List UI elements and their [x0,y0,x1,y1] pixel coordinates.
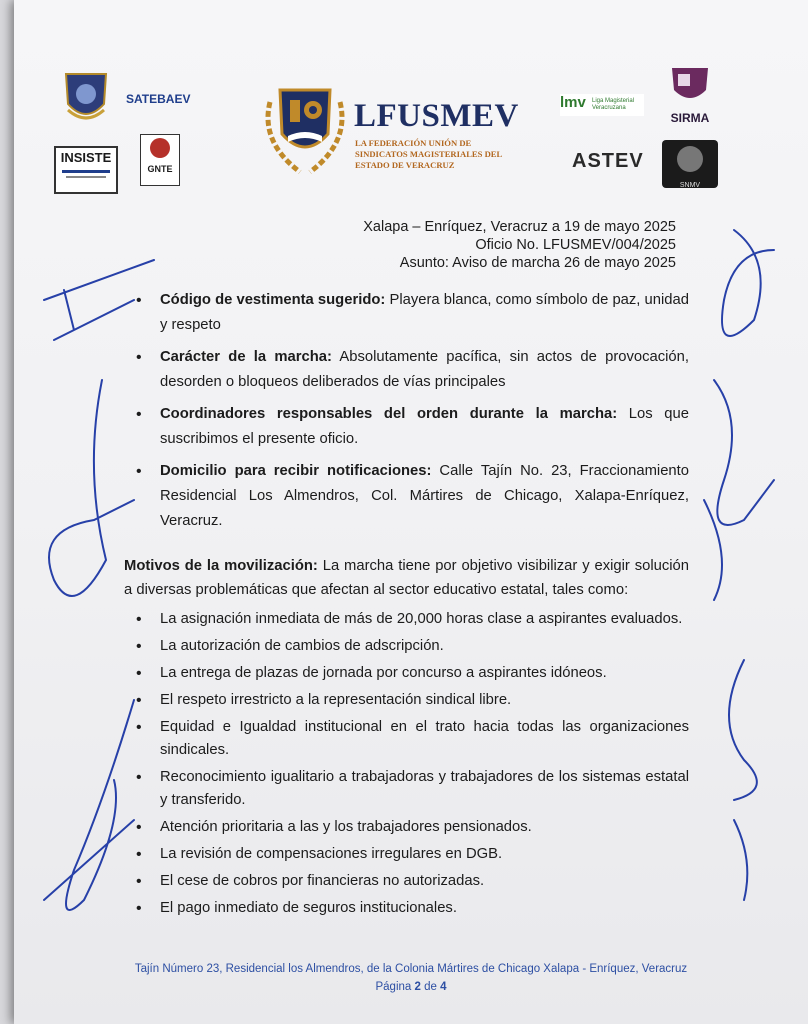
list-item: • Reconocimiento igualitario a trabajadoras y trabajadores de los sistemas estatal y transferido. [124,766,689,812]
place-date: Xalapa – Enríquez, Veracruz a 19 de mayo 2025 [363,219,676,235]
oficio-number: Oficio No. LFUSMEV/004/2025 [475,237,676,253]
insste-logo: INSISTE [54,146,118,194]
footer-address: Tajín Número 23, Residencial los Almendros, de la Colonia Mártires de Chicago Xalapa - Enríquez, Veracruz [134,963,688,975]
sirma-logo: SIRMA [656,66,724,130]
page-number: Página 2 de 4 [375,981,447,993]
detail-address: • Domicilio para recibir notificaciones: Calle Tajín No. 23, Fraccionamiento Residencial Los Almendros, Col. Mártires de Chicago, Xalapa-Enríquez, Veracruz. [124,459,689,534]
list-item: • La autorización de cambios de adscripción. [124,635,689,658]
brand-subtitle: LA FEDERACIÓN UNIÓN DE SINDICATOS MAGISTERIALES DEL ESTADO DE VERACRUZ [355,138,502,170]
document-page [14,0,808,1024]
list-item: • El pago inmediato de seguros institucionales. [124,897,689,920]
list-item: • La entrega de plazas de jornada por concurso a aspirantes idóneos. [124,662,689,685]
detail-coordinators: • Coordinadores responsables del orden durante la marcha: Los que suscribimos el presente oficio. [124,402,689,452]
handwritten-signatures [14,0,808,1024]
signature-stroke [704,380,774,600]
detail-dress-code: • Código de vestimenta sugerido: Playera blanca, como símbolo de paz, unidad y respeto [124,288,689,338]
lmv-logo: lmv Liga Magisterial Veracruzana [560,94,644,116]
signature-stroke [49,380,134,596]
astev-logo: ASTEV [572,150,644,172]
brand-name: LFUSMEV [354,98,519,134]
asunto: Asunto: Aviso de marcha 26 de mayo 2025 [399,255,676,271]
list-item: • La asignación inmediata de más de 20,000 horas clase a aspirantes evaluados. [124,608,689,631]
list-item: • El cese de cobros por financieras no autorizadas. [124,870,689,893]
list-item: • Atención prioritaria a las y los trabajadores pensionados. [124,816,689,839]
list-item: • El respeto irrestricto a la representación sindical libre. [124,689,689,712]
list-item: • La revisión de compensaciones irregulares en DGB. [124,843,689,866]
signature-stroke [729,660,757,900]
snmv-logo: SNMV [662,140,718,188]
list-item: • Equidad e Igualdad institucional en el trato hacia todas las organizaciones sindicales. [124,716,689,762]
signature-stroke [722,230,774,336]
gnte-logo: GNTE [140,134,180,186]
detail-march-character: • Carácter de la marcha: Absolutamente pacífica, sin actos de provocación, desorden o bloqueos deliberados de vías principales [124,345,689,395]
motivos-paragraph: Motivos de la movilización: La marcha tiene por objetivo visibilizar y exigir solución a diversas problemáticas que afectan al sector educativo estatal, tales como: [124,558,689,598]
signature-stroke [44,700,134,910]
signature-stroke [44,260,154,340]
satebaev-logo: SATEBAEV [126,92,191,106]
